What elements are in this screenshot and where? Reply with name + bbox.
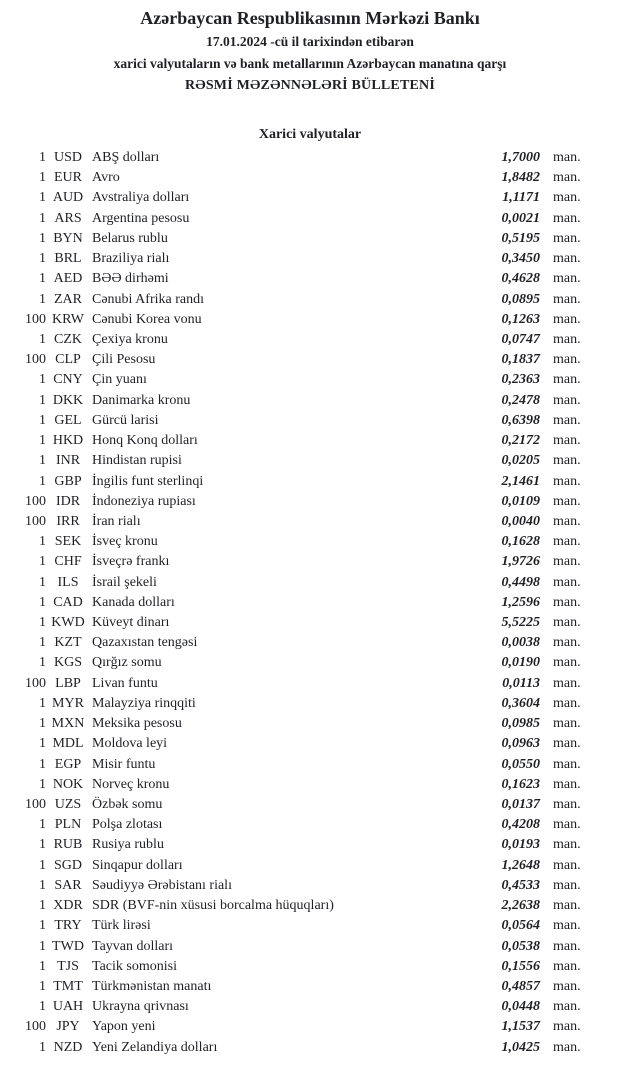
unit-cell: man. [553, 978, 581, 994]
unit-cell: man. [553, 635, 581, 651]
unit-cell: man. [553, 817, 581, 833]
unit-cell: man. [553, 210, 581, 226]
currency-code-cell: KZT [54, 635, 82, 651]
quantity-cell: 1 [39, 756, 46, 772]
rate-cell: 0,0564 [501, 918, 540, 934]
unit-cell: man. [553, 594, 581, 610]
table-row [0, 391, 620, 411]
rate-cell: 0,0448 [501, 999, 540, 1015]
quantity-cell: 1 [39, 230, 46, 246]
unit-cell: man. [553, 695, 581, 711]
bulletin-header [0, 5, 620, 97]
currency-code-cell: BRL [54, 251, 82, 267]
currency-code-cell: BYN [53, 230, 83, 246]
quantity-cell: 1 [39, 877, 46, 893]
rate-cell: 0,0113 [502, 675, 540, 691]
table-row [0, 957, 620, 977]
quantity-cell: 1 [39, 716, 46, 732]
table-row [0, 997, 620, 1017]
currency-code-cell: SEK [54, 534, 82, 550]
currency-code-cell: DKK [52, 392, 84, 408]
table-row [0, 330, 620, 350]
currency-code-cell: USD [53, 150, 82, 165]
quantity-cell: 1 [39, 473, 46, 489]
table-row [0, 896, 620, 916]
currency-code-cell: TMT [53, 978, 83, 994]
rate-cell: 0,0205 [501, 453, 540, 469]
rate-cell: 0,0040 [501, 513, 540, 529]
rate-cell: 0,4628 [501, 271, 540, 287]
currency-name-cell: Özbək somu [92, 797, 163, 812]
rate-cell: 0,5195 [501, 230, 540, 246]
table-row [0, 229, 620, 249]
quantity-cell: 100 [25, 493, 46, 509]
unit-cell: man. [553, 918, 581, 934]
currency-name-cell: Ukrayna qrivnası [92, 999, 189, 1015]
rate-cell: 2,2638 [501, 898, 540, 914]
currency-name-cell: Gürcü larisi [92, 412, 159, 428]
rate-cell: 0,0985 [501, 716, 540, 732]
rate-cell: 0,0747 [501, 331, 540, 347]
currency-name-cell: Honq Konq dolları [92, 433, 198, 449]
unit-cell: man. [553, 150, 581, 165]
quantity-cell: 1 [39, 291, 46, 307]
currency-name-cell: Tacik somonisi [92, 958, 177, 974]
quantity-cell: 1 [39, 655, 46, 671]
quantity-cell: 1 [39, 635, 46, 651]
currency-code-cell: CHF [54, 554, 82, 570]
rate-cell: 1,1537 [501, 1019, 540, 1035]
table-row [0, 593, 620, 613]
currency-code-cell: MDL [52, 736, 84, 752]
unit-cell: man. [553, 1019, 581, 1035]
rate-cell: 0,0190 [501, 655, 540, 671]
rate-cell: 1,7000 [501, 150, 540, 165]
quantity-cell: 1 [39, 190, 46, 206]
table-row [0, 350, 620, 370]
currency-code-cell: UZS [54, 797, 82, 812]
unit-cell: man. [553, 190, 581, 206]
currency-code-cell: XDR [53, 898, 83, 914]
rate-cell: 0,1556 [501, 958, 540, 974]
table-row [0, 1017, 620, 1037]
table-row [0, 411, 620, 431]
table-row [0, 613, 620, 633]
currency-name-cell: SDR (BVF-nin xüsusi borcalma hüquqları) [92, 898, 334, 914]
rate-cell: 1,9726 [501, 554, 540, 570]
unit-cell: man. [553, 513, 581, 529]
currency-code-cell: PLN [54, 817, 82, 833]
unit-cell: man. [553, 736, 581, 752]
currency-name-cell: Polşa zlotası [92, 817, 163, 833]
currency-code-cell: RUB [53, 837, 83, 853]
currency-name-cell: Sinqapur dolları [92, 857, 183, 873]
rate-cell: 0,0895 [501, 291, 540, 307]
rate-cell: 1,2596 [501, 594, 540, 610]
currency-name-cell: Belarus rublu [92, 230, 168, 246]
quantity-cell: 1 [39, 918, 46, 934]
rate-cell: 0,1623 [501, 776, 540, 792]
unit-cell: man. [553, 797, 581, 812]
quantity-cell: 1 [39, 817, 46, 833]
currency-code-cell: INR [55, 453, 81, 469]
unit-cell: man. [553, 898, 581, 914]
table-row [0, 148, 620, 168]
currency-name-cell: Avro [92, 170, 120, 186]
table-row [0, 512, 620, 532]
currency-name-cell: ABŞ dolları [92, 150, 160, 165]
table-row [0, 856, 620, 876]
table-row [0, 532, 620, 552]
unit-cell: man. [553, 534, 581, 550]
currency-code-cell: ARS [54, 210, 82, 226]
currency-name-cell: Rusiya rublu [92, 837, 164, 853]
table-row [0, 552, 620, 572]
unit-cell: man. [553, 271, 581, 287]
quantity-cell: 1 [39, 1039, 46, 1055]
rate-cell: 1,1171 [502, 190, 540, 206]
quantity-cell: 1 [39, 898, 46, 914]
unit-cell: man. [553, 473, 581, 489]
currency-name-cell: İngilis funt sterlinqi [92, 473, 204, 489]
currency-name-cell: Yapon yeni [92, 1019, 156, 1035]
unit-cell: man. [553, 352, 581, 368]
quantity-cell: 1 [39, 837, 46, 853]
currency-name-cell: Argentina pesosu [92, 210, 190, 226]
quantity-cell: 1 [39, 695, 46, 711]
rate-cell: 0,2363 [501, 372, 540, 388]
table-row [0, 310, 620, 330]
currency-name-cell: Yeni Zelandiya dolları [92, 1039, 218, 1055]
rate-cell: 0,0038 [501, 635, 540, 651]
rate-cell: 0,1837 [501, 352, 540, 368]
table-row [0, 188, 620, 208]
currency-code-cell: IRR [56, 513, 80, 529]
table-row [0, 775, 620, 795]
rate-cell: 5,5225 [501, 615, 540, 631]
table-row [0, 573, 620, 593]
quantity-cell: 1 [39, 554, 46, 570]
currency-name-cell: İsveçrə frankı [92, 554, 170, 570]
currency-name-cell: Livan funtu [92, 675, 158, 691]
currency-code-cell: LBP [55, 675, 81, 691]
rate-cell: 0,2172 [501, 433, 540, 449]
table-row [0, 168, 620, 188]
currency-name-cell: Meksika pesosu [92, 716, 182, 732]
unit-cell: man. [553, 331, 581, 347]
unit-cell: man. [553, 433, 581, 449]
quantity-cell: 1 [39, 150, 46, 165]
currency-code-cell: TJS [57, 958, 79, 974]
unit-cell: man. [553, 251, 581, 267]
currency-code-cell: NOK [52, 776, 84, 792]
rate-cell: 0,4533 [501, 877, 540, 893]
currency-name-cell: Çexiya kronu [92, 331, 168, 347]
unit-cell: man. [553, 170, 581, 186]
rate-cell: 0,4208 [501, 817, 540, 833]
currency-code-cell: CAD [53, 594, 83, 610]
currency-name-cell: Malayziya rinqqiti [92, 695, 196, 711]
currency-name-cell: Cənubi Afrika randı [92, 291, 204, 307]
currency-code-cell: SAR [54, 877, 82, 893]
unit-cell: man. [553, 493, 581, 509]
currency-name-cell: Türk lirəsi [92, 918, 151, 934]
rate-cell: 0,0021 [501, 210, 540, 226]
unit-cell: man. [553, 776, 581, 792]
unit-cell: man. [553, 615, 581, 631]
quantity-cell: 1 [39, 999, 46, 1015]
rate-cell: 1,2648 [501, 857, 540, 873]
currency-code-cell: KGS [53, 655, 82, 671]
unit-cell: man. [553, 311, 581, 327]
quantity-cell: 1 [39, 412, 46, 428]
currency-code-cell: HKD [52, 433, 84, 449]
table-row [0, 633, 620, 653]
currency-name-cell: Qazaxıstan tengəsi [92, 635, 198, 651]
currency-name-cell: Cənubi Korea vonu [92, 311, 202, 327]
table-row [0, 977, 620, 997]
table-row [0, 492, 620, 512]
table-row [0, 835, 620, 855]
unit-cell: man. [553, 837, 581, 853]
rate-cell: 0,1628 [501, 534, 540, 550]
currency-name-cell: Kanada dolları [92, 594, 175, 610]
currency-name-cell: İndoneziya rupiası [92, 493, 196, 509]
quantity-cell: 1 [39, 271, 46, 287]
unit-cell: man. [553, 412, 581, 428]
currency-code-cell: SGD [53, 857, 82, 873]
unit-cell: man. [553, 291, 581, 307]
currency-code-cell: AED [53, 271, 83, 287]
exchange-rates-table [0, 148, 620, 1058]
quantity-cell: 1 [39, 392, 46, 408]
rate-cell: 2,1461 [501, 473, 540, 489]
quantity-cell: 1 [39, 776, 46, 792]
quantity-cell: 1 [39, 433, 46, 449]
quantity-cell: 100 [25, 513, 46, 529]
quantity-cell: 1 [39, 736, 46, 752]
table-row [0, 451, 620, 471]
table-row [0, 795, 620, 815]
table-row [0, 269, 620, 289]
currency-code-cell: ZAR [54, 291, 82, 307]
table-row [0, 714, 620, 734]
currency-name-cell: İsrail şekeli [92, 574, 157, 590]
unit-cell: man. [553, 392, 581, 408]
currency-code-cell: TRY [54, 918, 82, 934]
currency-name-cell: BƏƏ dirhəmi [92, 271, 169, 287]
currency-code-cell: EGP [54, 756, 82, 772]
page-title: Azərbaycan Respublikasının Mərkəzi Bankı [140, 8, 480, 28]
table-row [0, 815, 620, 835]
rate-cell: 0,0550 [501, 756, 540, 772]
currency-name-cell: İran rialı [92, 513, 141, 529]
unit-cell: man. [553, 230, 581, 246]
currency-code-cell: IDR [55, 493, 81, 509]
table-row [0, 734, 620, 754]
currency-name-cell: Braziliya rialı [92, 251, 170, 267]
quantity-cell: 1 [39, 372, 46, 388]
unit-cell: man. [553, 756, 581, 772]
currency-code-cell: KWD [51, 615, 85, 631]
currency-name-cell: Qırğız somu [92, 655, 162, 671]
rate-cell: 0,0109 [501, 493, 540, 509]
quantity-cell: 1 [39, 594, 46, 610]
table-row [0, 290, 620, 310]
effective-date-line: 17.01.2024 -cü il tarixindən etibarən [206, 34, 414, 49]
table-row [0, 249, 620, 269]
quantity-cell: 1 [39, 938, 46, 954]
currency-code-cell: CZK [54, 331, 82, 347]
table-row [0, 674, 620, 694]
currency-code-cell: JPY [56, 1019, 80, 1035]
quantity-cell: 100 [25, 352, 46, 368]
unit-cell: man. [553, 574, 581, 590]
currency-name-cell: Çili Pesosu [92, 352, 156, 368]
quantity-cell: 1 [39, 251, 46, 267]
rate-cell: 0,1263 [501, 311, 540, 327]
quantity-cell: 100 [25, 1019, 46, 1035]
rate-cell: 0,2478 [501, 392, 540, 408]
unit-cell: man. [553, 999, 581, 1015]
bulletin-title: RƏSMİ MƏZƏNNƏLƏRİ BÜLLETENİ [184, 78, 436, 93]
currency-name-cell: Moldova leyi [92, 736, 168, 752]
unit-cell: man. [553, 655, 581, 671]
currency-name-cell: Tayvan dolları [92, 938, 174, 954]
unit-cell: man. [553, 857, 581, 873]
currency-name-cell: Norveç kronu [92, 776, 170, 792]
currency-code-cell: GEL [54, 412, 82, 428]
currency-name-cell: Misir funtu [92, 756, 156, 772]
currency-name-cell: Hindistan rupisi [92, 453, 182, 469]
unit-cell: man. [553, 453, 581, 469]
rate-cell: 0,0538 [501, 938, 540, 954]
currency-code-cell: AUD [52, 190, 84, 206]
currency-code-cell: CNY [53, 372, 83, 388]
table-row [0, 916, 620, 936]
rate-cell: 1,8482 [501, 170, 540, 186]
rate-cell: 0,0137 [501, 797, 540, 812]
rate-cell: 0,0963 [501, 736, 540, 752]
quantity-cell: 1 [39, 978, 46, 994]
currency-name-cell: Danimarka kronu [92, 392, 191, 408]
currency-name-cell: Küveyt dinarı [92, 615, 170, 631]
quantity-cell: 1 [39, 615, 46, 631]
quantity-cell: 1 [39, 857, 46, 873]
rate-cell: 0,3450 [501, 251, 540, 267]
currency-name-cell: Çin yuanı [92, 372, 147, 388]
table-row [0, 937, 620, 957]
unit-cell: man. [553, 877, 581, 893]
table-row [0, 653, 620, 673]
rate-cell: 1,0425 [501, 1039, 540, 1055]
currency-code-cell: NZD [53, 1039, 83, 1055]
unit-cell: man. [553, 372, 581, 388]
unit-cell: man. [553, 1039, 581, 1055]
rate-cell: 0,6398 [501, 412, 540, 428]
table-row [0, 1038, 620, 1058]
currency-code-cell: TWD [52, 938, 84, 954]
currency-code-cell: CLP [55, 352, 81, 368]
currency-code-cell: UAH [52, 999, 84, 1015]
rate-cell: 0,4857 [501, 978, 540, 994]
section-title-foreign-currencies: Xarici valyutalar [258, 127, 362, 142]
table-row [0, 209, 620, 229]
currency-code-cell: GBP [54, 473, 82, 489]
quantity-cell: 1 [39, 170, 46, 186]
currency-name-cell: Səudiyyə Ərəbistanı rialı [92, 877, 232, 893]
currency-code-cell: KRW [52, 311, 84, 327]
subtitle-line: xarici valyutaların və bank metallarının Azərbaycan manatına qarşı [113, 56, 507, 71]
table-row [0, 876, 620, 896]
quantity-cell: 1 [39, 534, 46, 550]
currency-code-cell: ILS [57, 574, 79, 590]
currency-name-cell: İsveç kronu [92, 534, 158, 550]
table-row [0, 370, 620, 390]
unit-cell: man. [553, 675, 581, 691]
rate-cell: 0,0193 [501, 837, 540, 853]
currency-code-cell: MYR [52, 695, 84, 711]
quantity-cell: 100 [25, 675, 46, 691]
rate-cell: 0,4498 [501, 574, 540, 590]
quantity-cell: 1 [39, 958, 46, 974]
table-row [0, 755, 620, 775]
table-row [0, 431, 620, 451]
table-row [0, 472, 620, 492]
table-row [0, 694, 620, 714]
quantity-cell: 100 [25, 797, 46, 812]
rate-cell: 0,3604 [501, 695, 540, 711]
currency-name-cell: Türkmənistan manatı [92, 978, 212, 994]
currency-code-cell: MXN [51, 716, 85, 732]
quantity-cell: 1 [39, 210, 46, 226]
quantity-cell: 1 [39, 574, 46, 590]
quantity-cell: 1 [39, 453, 46, 469]
unit-cell: man. [553, 938, 581, 954]
unit-cell: man. [553, 554, 581, 570]
quantity-cell: 1 [39, 331, 46, 347]
unit-cell: man. [553, 958, 581, 974]
currency-name-cell: Avstraliya dolları [92, 190, 190, 206]
unit-cell: man. [553, 716, 581, 732]
currency-code-cell: EUR [54, 170, 82, 186]
quantity-cell: 100 [25, 311, 46, 327]
